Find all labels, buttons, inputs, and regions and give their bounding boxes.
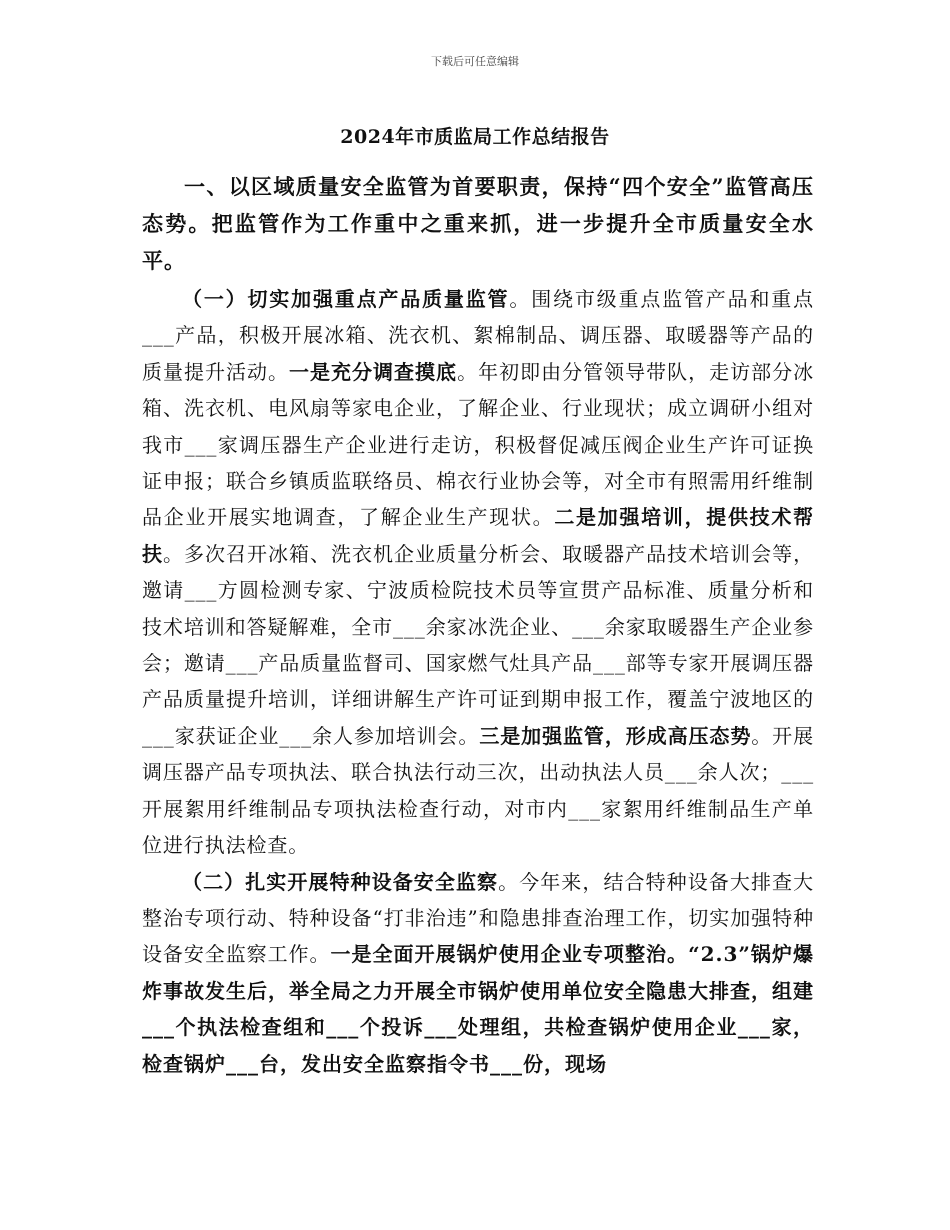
page-header: 下载后可任意编辑 [431, 55, 519, 68]
paragraph-text: 。年初即由分管领导带队，走访部分冰箱、洗衣机、电风扇等家电企业，了解企业、行业现状；成立调研小组对我市___家调压器生产企业进行走访，积极督促减压阀企业生产许可证换证申报；联合乡镇质监联络员、棉衣行业协会等，对全市有照需用纤维制品企业开展实地调查，了解企业生产现状。 [142, 359, 814, 530]
paragraph-product-quality [142, 281, 814, 864]
paragraph-special-equipment [142, 864, 814, 1082]
point-one: 一是全面开展锅炉使用企业专项整治。“2.3”锅炉爆炸事故发生后，举全局之力开展全市锅炉使用单位安全隐患大排查，组建___个执法检查组和___个投诉___处理组，共检查锅炉使用企业___家，检查锅炉___台，发出安全监察指令书___份，现场 [142, 942, 814, 1076]
section-heading: 一、以区域质量安全监管为首要职责，保持“四个安全”监管高压态势。把监管作为工作重中之重来抓，进一步提升全市质量安全水平。 [142, 174, 814, 273]
paragraph-lead: （二）扎实开展特种设备安全监察 [182, 869, 499, 894]
point-one: 一是充分调查摸底 [289, 359, 458, 384]
paragraph-text: 。围绕市级重点监管产品和重点___产品，积极开展冰箱、洗衣机、絮棉制品、调压器、取暖器等产品的质量提升活动。 [142, 287, 814, 384]
paragraph-lead: （一）切实加强重点产品质量监管 [182, 287, 510, 311]
paragraph-text: 。多次召开冰箱、洗衣机企业质量分析会、取暖器产品技术培训会等，邀请___方圆检测专家、宁波质检院技术员等宣贯产品标准、质量分析和技术培训和答疑解难，全市___余家冰洗企业、___余家取暖器生产企业参会；邀请___产品质量监督司、国家燃气灶具产品___部等专家开展调压器产品质量提升培训，详细讲解生产许可证到期申报工作，覆盖宁波地区的___家获证企业___余人参加培训会。 [142, 541, 814, 748]
point-two: 二是加强培训，提供技术帮扶 [142, 505, 814, 566]
document-body [142, 168, 814, 1082]
document-title: 2024年市质监局工作总结报告 [340, 126, 610, 148]
paragraph-text: 。开展调压器产品专项执法、联合执法行动三次，出动执法人员___余人次；___开展絮用纤维制品专项执法检查行动，对市内___家絮用纤维制品生产单位进行执法检查。 [142, 723, 814, 858]
point-three: 三是加强监管，形成高压态势 [479, 723, 752, 748]
paragraph-text: 。今年来，结合特种设备大排查大整治专项行动、特种设备“打非治违”和隐患排查治理工作，切实加强特种设备安全监察工作。 [142, 869, 815, 967]
